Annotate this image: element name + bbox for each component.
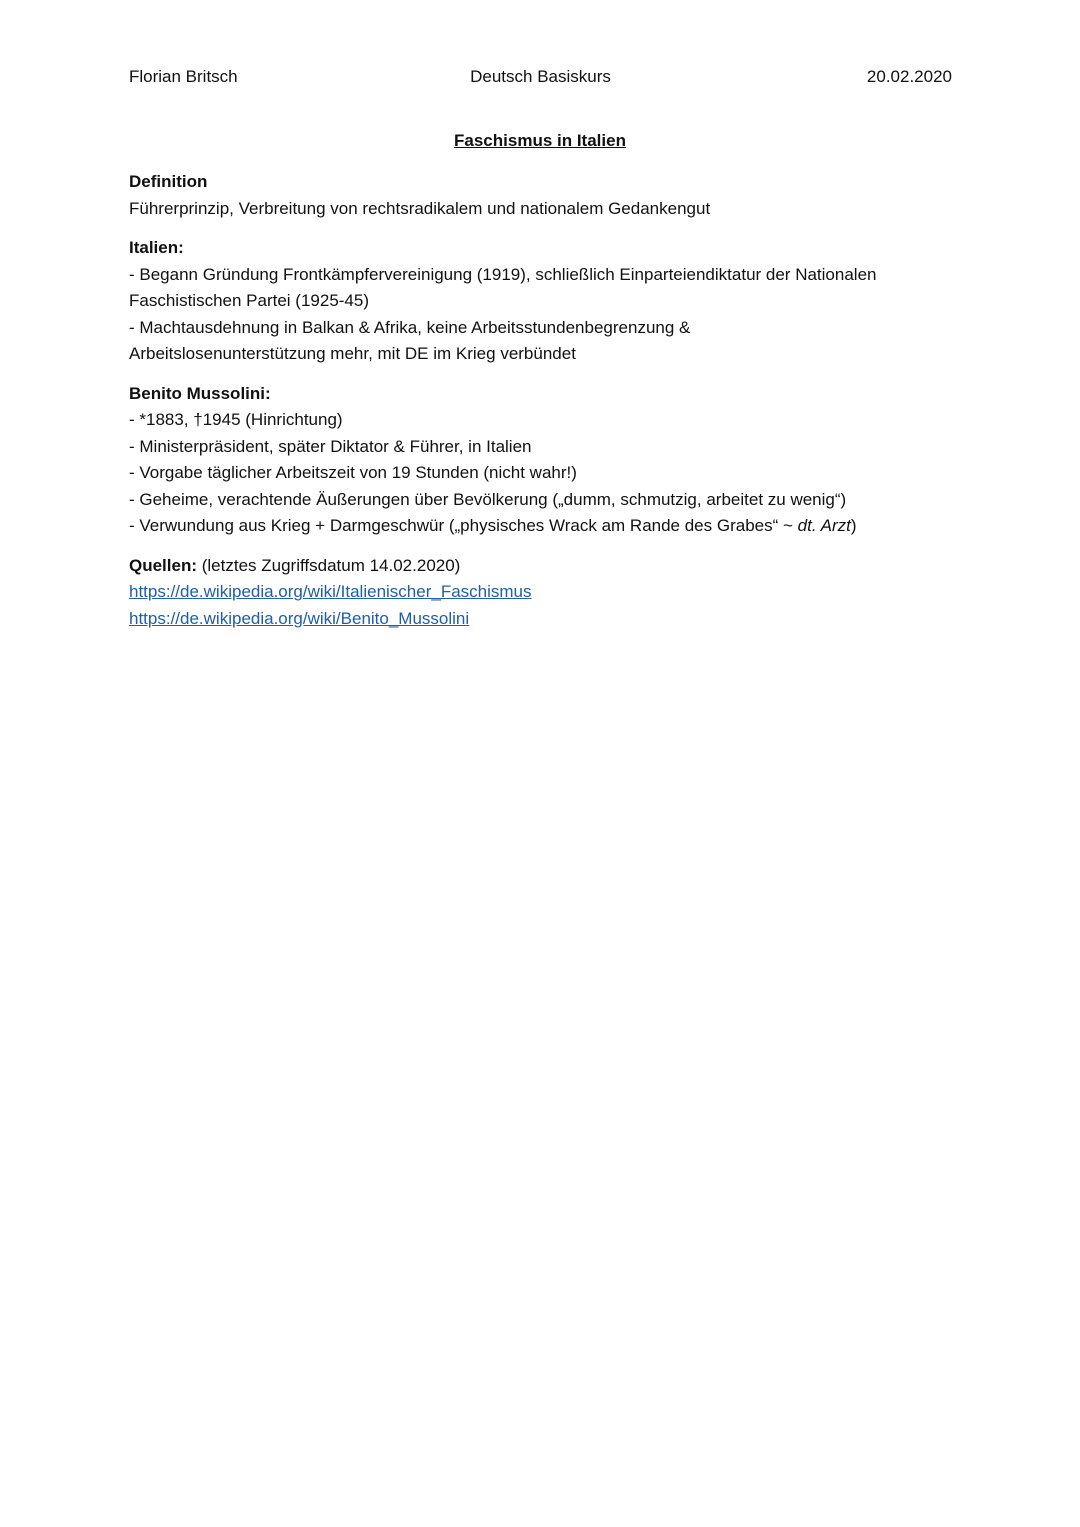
- definition-heading: Definition: [129, 172, 208, 191]
- course-name: Deutsch Basiskurs: [470, 67, 611, 86]
- sources-heading: Quellen:: [129, 555, 198, 575]
- list-item: Arbeitslosenunterstützung mehr, mit DE im Krieg verbündet: [129, 344, 576, 363]
- list-item: Faschistischen Partei (1925-45): [129, 291, 370, 310]
- list-item: - Geheime, verachtende Äußerungen über Bevölkerung („dumm, schmutzig, arbeitet zu wenig“): [129, 489, 847, 509]
- italien-heading: Italien:: [129, 238, 184, 257]
- list-item-closing: ): [850, 516, 857, 535]
- mussolini-section: [129, 381, 959, 540]
- sources-section: [129, 553, 959, 633]
- list-item: [129, 513, 959, 540]
- italien-section: [129, 235, 959, 368]
- list-item: - Vorgabe täglicher Arbeitszeit von 19 Stunden (nicht wahr!): [129, 463, 577, 482]
- author-name: Florian Britsch: [129, 67, 238, 86]
- list-item: - Machtausdehnung in Balkan & Afrika, keine Arbeitsstundenbegrenzung &: [129, 317, 691, 337]
- source-link-mussolini[interactable]: https://de.wikipedia.org/wiki/Benito_Mussolini: [129, 608, 470, 628]
- list-item-italic-text: dt. Arzt: [797, 516, 851, 535]
- page-header: [129, 64, 952, 90]
- list-item: - *1883, †1945 (Hinrichtung): [129, 410, 343, 429]
- list-item-text: - Verwundung aus Krieg + Darmgeschwür („physisches Wrack am Rande des Grabes“ ~: [129, 516, 798, 535]
- definition-text: Führerprinzip, Verbreitung von rechtsradikalem und nationalem Gedankengut: [129, 198, 711, 218]
- sources-note: (letztes Zugriffsdatum 14.02.2020): [197, 555, 461, 575]
- list-item: - Ministerpräsident, später Diktator & Führer, in Italien: [129, 436, 532, 456]
- mussolini-heading: Benito Mussolini:: [129, 383, 271, 403]
- source-link-faschismus[interactable]: https://de.wikipedia.org/wiki/Italienischer_Faschismus: [129, 582, 532, 601]
- definition-section: [129, 169, 959, 222]
- document-date: 20.02.2020: [866, 67, 952, 86]
- document-title: Faschismus in Italien: [454, 131, 626, 150]
- document-body: [129, 169, 959, 645]
- list-item: - Begann Gründung Frontkämpfervereinigung (1919), schließlich Einparteiendiktatur der Nationalen: [129, 264, 877, 284]
- sources-line: [129, 553, 959, 580]
